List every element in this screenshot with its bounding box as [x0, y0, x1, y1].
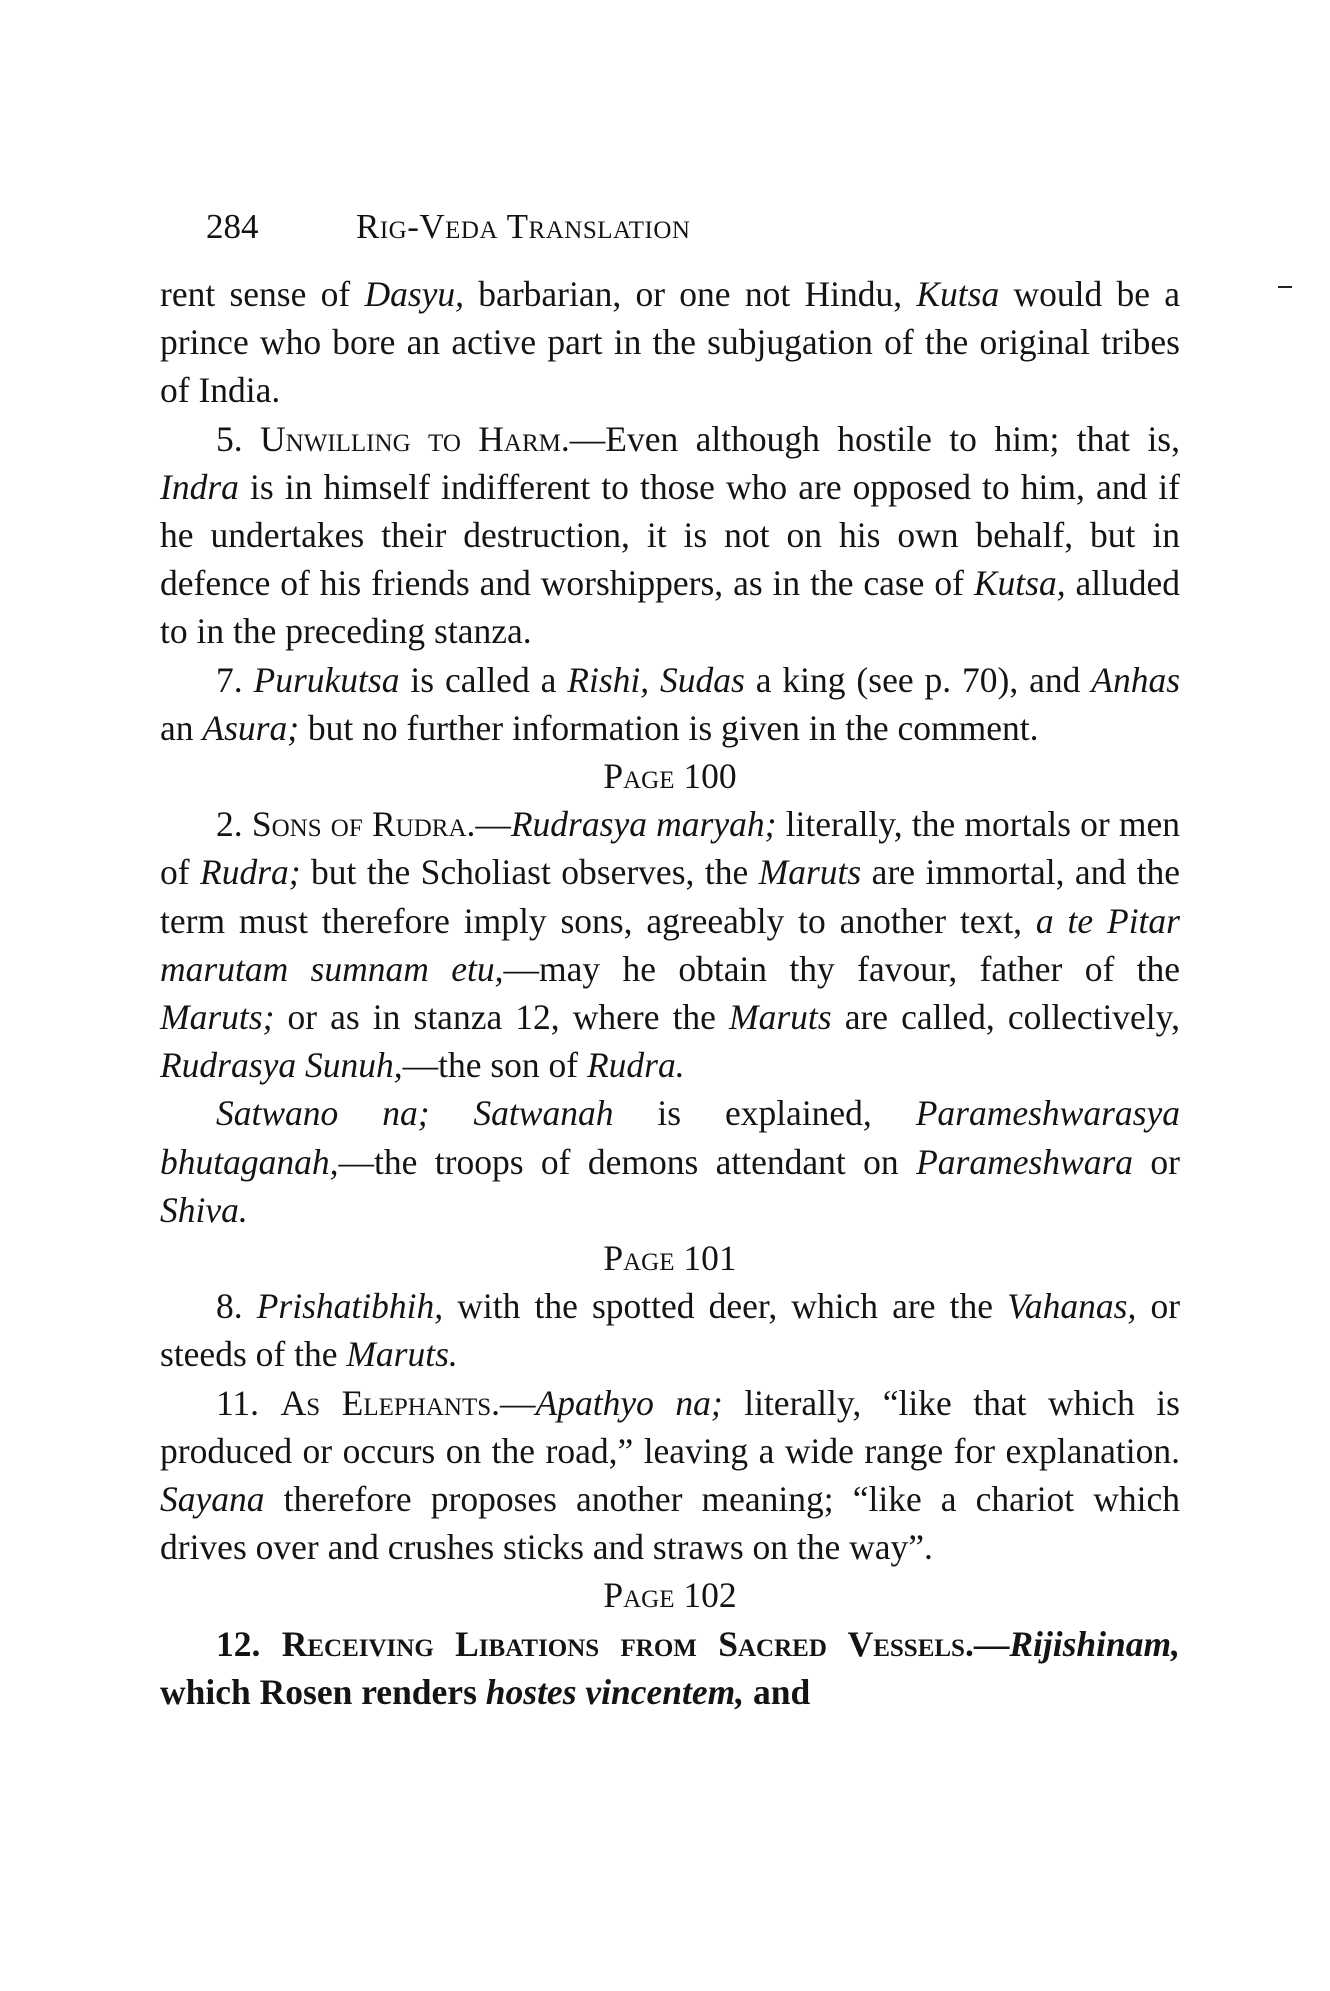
note-5	[160, 415, 1180, 656]
paragraph-kutsa	[160, 270, 1180, 415]
italic-term: Vahanas,	[1007, 1286, 1137, 1327]
text-span: are called, collectively,	[831, 997, 1180, 1038]
text-span: literally, the mortals or men of	[160, 804, 1181, 893]
italic-term: Kutsa	[916, 274, 1000, 314]
italic-term: Maruts	[729, 997, 832, 1038]
text-span: —	[500, 1382, 536, 1423]
note-heading: As Elephants.	[280, 1382, 501, 1423]
note-2	[160, 800, 1180, 1089]
italic-term: Satwanah	[473, 1093, 614, 1134]
note-number: 12.	[216, 1623, 282, 1664]
italic-term: Sayana	[160, 1479, 265, 1520]
note-8	[160, 1282, 1180, 1378]
note-heading: Unwilling to Harm.	[260, 418, 570, 459]
italic-term: Satwano na;	[216, 1093, 430, 1134]
note-heading: Sons of Rudra.	[251, 804, 476, 845]
italic-term: Rijishinam,	[1009, 1623, 1181, 1664]
italic-term: Parameshwara	[916, 1141, 1134, 1182]
text-span: are immortal, and the term must therefore imply sons, agreeably to another text,	[160, 852, 1181, 941]
text-span: —the troops of demons attendant on	[338, 1141, 917, 1182]
text-span: an	[160, 707, 203, 748]
text-span	[649, 660, 660, 700]
italic-term: Shiva.	[160, 1189, 248, 1230]
italic-term: Dasyu,	[364, 274, 465, 314]
italic-term: Rudra.	[586, 1045, 685, 1086]
note-7	[160, 656, 1180, 752]
italic-term: Asura;	[202, 707, 300, 748]
italic-term: Kutsa,	[973, 563, 1066, 604]
italic-term: Maruts	[758, 852, 862, 893]
italic-term: Prishatibhih,	[256, 1286, 444, 1327]
margin-mark	[1278, 286, 1292, 288]
page-100-heading: Page 100	[603, 756, 737, 797]
note-number: 5.	[216, 418, 261, 459]
note-heading: Receiving Libations from Sacred Vessels.	[281, 1623, 974, 1664]
italic-term: Indra	[160, 466, 239, 507]
page-101-heading: Page 101	[603, 1238, 737, 1279]
italic-term: Sudas	[660, 659, 745, 700]
text-span: or as in stanza 12, where the	[274, 997, 730, 1038]
body-text	[160, 270, 1180, 1716]
text-span: —may he obtain thy favour, father of the	[503, 948, 1180, 989]
text-span: but the Scholiast observes, the	[300, 852, 759, 893]
italic-term: Rudrasya Sunuh,	[160, 1045, 403, 1086]
running-title: Rig-Veda Translation	[356, 207, 691, 246]
text-span: rent sense of	[160, 274, 365, 314]
text-span: or	[1133, 1141, 1180, 1182]
italic-term: Maruts.	[346, 1334, 458, 1375]
text-span: or steeds of the	[160, 1286, 1181, 1375]
text-span: a king (see p. 70), and	[744, 659, 1092, 700]
page-102-heading: Page 102	[603, 1575, 737, 1616]
text-span: literally, “like that which is produced or occurs on the road,” leaving a wide range for explanation.	[160, 1382, 1180, 1471]
text-span: and	[744, 1671, 811, 1712]
note-number: 11.	[216, 1382, 281, 1423]
note-number: 8.	[216, 1286, 257, 1327]
text-span: is called a	[399, 659, 568, 700]
text-span: but no further information is given in the comment.	[299, 707, 1039, 748]
text-span: is explained,	[613, 1093, 916, 1134]
note-satwano	[160, 1089, 1180, 1234]
page-number: 284	[206, 207, 259, 246]
italic-term: Parameshwarasya bhutaganah,	[160, 1093, 1180, 1182]
italic-term: Purukutsa	[253, 659, 400, 700]
italic-term: Apathyo na;	[535, 1382, 723, 1423]
note-number: 7.	[216, 659, 254, 700]
text-span: —	[475, 804, 511, 845]
note-11	[160, 1379, 1180, 1572]
text-span: barbarian, or one not Hindu,	[464, 274, 917, 314]
italic-term: hostes vincentem,	[485, 1671, 745, 1712]
italic-term: Anhas	[1091, 659, 1181, 700]
text-span: alluded to in the preceding stanza.	[160, 563, 1180, 652]
text-span: —Even although hostile to him; that is,	[569, 418, 1180, 459]
italic-term: Rishi,	[567, 659, 650, 700]
italic-term: Rudrasya maryah;	[510, 804, 777, 845]
text-span: with the spotted deer, which are the	[443, 1286, 1008, 1327]
italic-term: a te Pitar marutam sumnam etu,	[160, 900, 1180, 989]
text-span: —the son of	[402, 1045, 587, 1086]
italic-term: Rudra;	[200, 852, 301, 893]
note-12	[160, 1620, 1180, 1716]
text-span: which Rosen renders	[160, 1671, 486, 1712]
italic-term: Maruts;	[160, 997, 275, 1038]
text-span	[430, 1093, 474, 1133]
note-number: 2.	[216, 804, 252, 845]
text-span: is in himself indifferent to those who are opposed to him, and if he undertakes their destruction, it is not on his own behalf, but in defence of his friends and worshippers, as in the case of	[160, 466, 1180, 604]
text-span: therefore proposes another meaning; “like a chariot which drives over and crushes sticks and straws on the way”.	[160, 1479, 1180, 1568]
text-span: would be a prince who bore an active part in the subjugation of the original tribes of India.	[160, 274, 1181, 411]
text-span: —	[973, 1623, 1010, 1664]
